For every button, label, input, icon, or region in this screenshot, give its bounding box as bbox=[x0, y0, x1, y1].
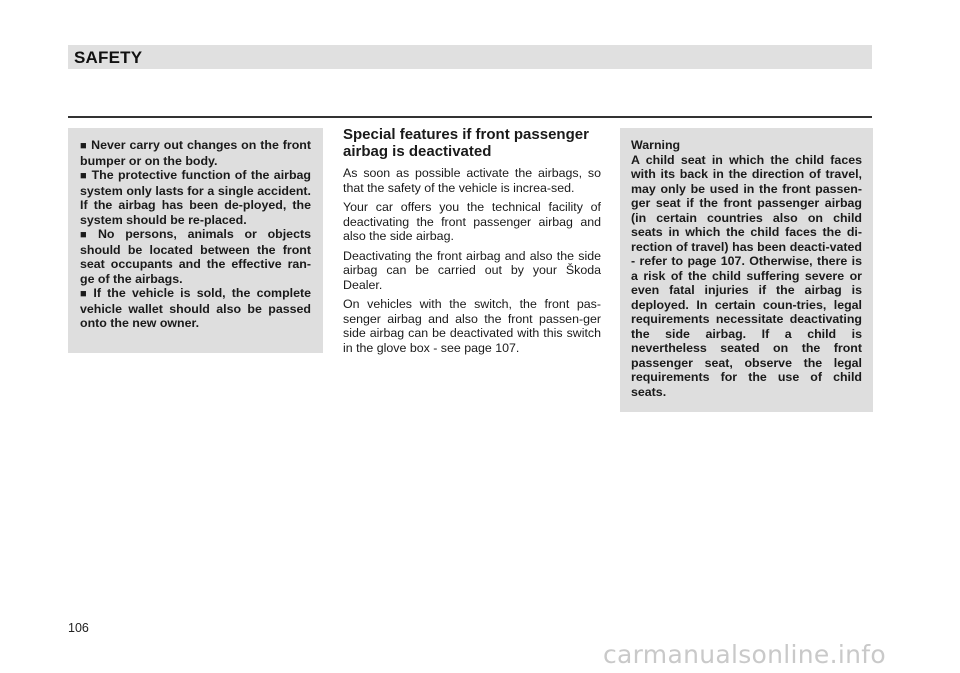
safety-note-text: No persons, animals or objects should be located between the front seat occupants and the effective ran-ge of the airbags. bbox=[80, 227, 311, 286]
airbag-deactivation-section bbox=[343, 126, 601, 360]
body-paragraph: Your car offers you the technical facility of deactivating the front passenger airbag and also the side airbag. bbox=[343, 200, 601, 243]
body-paragraph: Deactivating the front airbag and also the side airbag can be carried out by your Škoda Dealer. bbox=[343, 248, 601, 292]
safety-note-text: Never carry out changes on the front bumper or on the body. bbox=[80, 138, 311, 168]
header-divider bbox=[68, 116, 872, 118]
section-heading: Special features if front passenger airbag is deactivated bbox=[343, 126, 589, 160]
section-title: SAFETY bbox=[74, 48, 143, 67]
warning-text: A child seat in which the child faces with its back in the direction of travel, may only be used in the front passen-ger seat if the front passenger airbag (in certain countries also on child seats in which the child faces the di-rection of travel) has been deacti-vated - refer to page 107. Otherwise, there is a risk of the child suffering severe or even fatal injuries if the airbag is deployed. In certain coun-tries, legal requirements necessitate deactivating the side airbag. If a child is nevertheless seated on the front passenger seat, observe the legal requirements for the use of child seats. bbox=[631, 152, 862, 399]
safety-note-text: If the vehicle is sold, the complete vehicle wallet should also be passed onto the new owner. bbox=[80, 286, 311, 330]
watermark: carmanualsonline.info bbox=[603, 640, 886, 669]
square-bullet-icon: ■ bbox=[80, 140, 88, 152]
body-paragraph: As soon as possible activate the airbags, so that the safety of the vehicle is increa-sed. bbox=[343, 166, 601, 195]
section-header-bar bbox=[68, 45, 872, 69]
square-bullet-icon: ■ bbox=[80, 229, 94, 241]
warning-box bbox=[620, 128, 873, 412]
square-bullet-icon: ■ bbox=[80, 170, 88, 182]
page-number: 106 bbox=[68, 621, 89, 635]
body-paragraph: On vehicles with the switch, the front pas-senger airbag and also the front passen-ger side airbag can be deactivated with this switch in the glove box - see page 107. bbox=[343, 297, 601, 355]
square-bullet-icon: ■ bbox=[80, 288, 90, 300]
safety-note-item bbox=[80, 286, 311, 331]
safety-notes-box bbox=[68, 128, 323, 353]
safety-note-text: The protective function of the airbag system only lasts for a single accident. If the airbag has been de-ployed, the system should be re-placed. bbox=[80, 168, 311, 227]
safety-note-item bbox=[80, 168, 311, 227]
safety-note-item bbox=[80, 138, 311, 168]
safety-note-item bbox=[80, 227, 311, 286]
warning-title: Warning bbox=[631, 138, 681, 152]
